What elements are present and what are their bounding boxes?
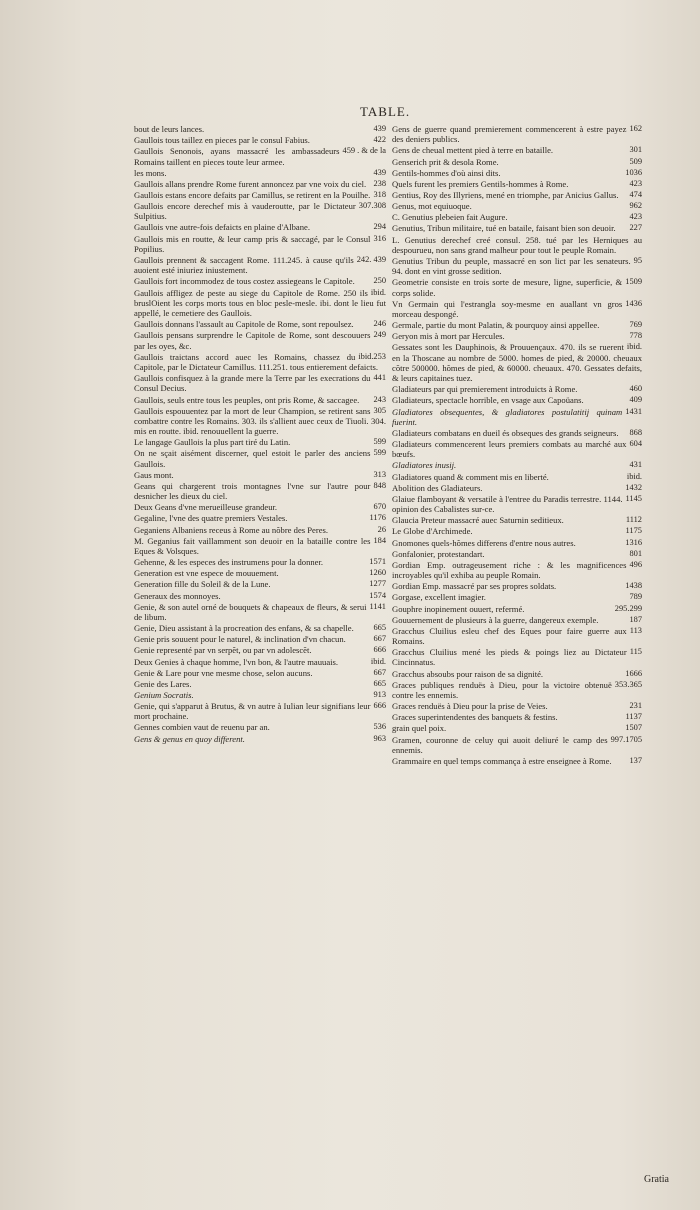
index-entry xyxy=(392,342,643,383)
index-entry-page: 238 xyxy=(373,178,386,188)
index-entry-text: Gens de cheual mettent pied à terre en bataille. xyxy=(392,145,554,156)
index-entry-text: Gracchus Cluilius mené les pieds & poings liez au Dictateur Cincinnatus. xyxy=(392,647,627,668)
index-entry-text: Gaullois affligez de peste au siege du Capitole de Rome. 250 ils bruslOient les corps morts tous en bloc pesle-mesle. ibi. dont le lieu fut appellé, le cemetiere des Gaullois. xyxy=(134,287,386,319)
index-entry-text: Gentius, Roy des Illyriens, mené en triomphe, par Anicius Gallus. xyxy=(392,189,619,200)
index-entry-page: 137 xyxy=(629,755,642,765)
index-entry xyxy=(134,330,387,351)
index-entry xyxy=(134,255,387,276)
index-entry-page: ibid. xyxy=(370,287,386,297)
index-entry-text: Gaullois allans prendre Rome furent annoncez par vne voix du ciel. xyxy=(134,178,367,189)
index-entry-text: Gaullois fort incommodez de tous costez assiegeans le Capitole. xyxy=(134,276,355,287)
index-entry-text: Gramen, couronne de celuy qui auoit deliuré le camp des ennemis. xyxy=(392,734,608,755)
index-entry-page: 801 xyxy=(629,548,642,558)
index-entry xyxy=(392,439,643,460)
index-entry-page: 249 xyxy=(373,330,386,340)
index-entry-page: 301 xyxy=(629,145,642,155)
index-entry-text: Genutius Tribun du peuple, massacré en son lict par les senateurs. 94. dont en vint grosse sedition. xyxy=(392,255,631,277)
index-entry xyxy=(134,222,387,232)
index-entry-page: 313 xyxy=(373,469,386,479)
index-entry xyxy=(392,581,643,591)
index-entry-page: 474 xyxy=(629,189,642,199)
index-entry-text: grain quel poix. xyxy=(392,723,447,734)
index-entry-text: Geganiens Albaniens receus à Rome au nõbre des Peres. xyxy=(134,524,329,535)
index-entry-page: 162 xyxy=(629,124,642,133)
index-entry xyxy=(392,538,643,548)
index-entry-page: 1260 xyxy=(369,568,386,578)
index-entry-text: Gaullois traictans accord auec les Romains, chassez du Capitole, par le Dictateur Camillus. 111.251. tous entierement defaicts. xyxy=(134,351,378,372)
index-entry-text: Gracchus Cluilius esleu chef des Eques pour faire guerre aux Romains. xyxy=(392,625,627,647)
index-entry-text: Gouphre inopinement ouuert, refermé. xyxy=(392,603,525,614)
index-entry-page: 670 xyxy=(373,502,386,512)
index-entry-text: Gordian Emp. outrageusement riche : & les magnificences incroyables qu'il exhiba au peuple Romain. xyxy=(392,559,627,581)
index-entry-text: L. Genutius derechef creé consul. 258. tué par les Herniques au despourueu, non sans grand malheur pour tout le peuple Romain. xyxy=(392,234,642,255)
index-entry xyxy=(134,502,387,512)
index-entry-text: Quels furent les premiers Gentils-hommes à Rome. xyxy=(392,178,569,189)
index-entry-text: Genie, & son autel orné de bouquets & chapeaux de fleurs, & serui de libum. xyxy=(134,601,367,622)
index-entry-text: Abolition des Gladiateurs. xyxy=(392,482,483,493)
index-entry-page: 496 xyxy=(629,559,642,569)
index-entry xyxy=(134,645,387,655)
index-entry-text: Gaullois vne autre-fois defaicts en plaine d'Albane. xyxy=(134,222,310,233)
index-entry xyxy=(134,179,387,189)
index-entry-page: 26 xyxy=(377,524,386,534)
index-entry xyxy=(392,320,643,330)
index-entry-text: Le Globe d'Archimede. xyxy=(392,526,473,537)
index-entry-text: Gracchus absoubs pour raison de sa dignité. xyxy=(392,668,544,679)
index-entry-text: Grammaire en quel temps commança à estre enseignee à Rome. xyxy=(392,755,612,766)
index-entry xyxy=(392,723,643,733)
index-entry-page: 1431 xyxy=(625,406,642,416)
index-entry-text: Genium Socratis. xyxy=(134,689,194,700)
index-entry xyxy=(392,201,643,211)
index-entry xyxy=(392,669,643,679)
index-entry-text: M. Geganius fait vaillamment son deuoir en la bataille contre les Eques & Volsques. xyxy=(134,535,371,557)
index-entry-text: Gaullois, seuls entre tous les peuples, ont pris Rome, & saccagee. xyxy=(134,394,360,405)
index-entry xyxy=(134,201,387,222)
index-entry xyxy=(392,549,643,559)
index-entry-page: 1137 xyxy=(625,712,642,722)
index-entry-page: 1509 xyxy=(625,277,642,287)
index-entry-page: 868 xyxy=(629,427,642,437)
index-entry-page: 422 xyxy=(373,135,386,145)
index-entry-text: Gehenne, & les especes des instrumens pour la donner. xyxy=(134,557,324,568)
index-entry xyxy=(392,604,643,614)
index-entry xyxy=(392,299,643,320)
index-entry-page: ibid.253 xyxy=(358,351,386,361)
index-entry-page: 423 xyxy=(629,178,642,188)
index-entry xyxy=(392,615,643,625)
index-entry-page: 243 xyxy=(373,394,386,404)
index-entry-page: 353.365 xyxy=(614,679,642,689)
index-entry-page: 246 xyxy=(373,319,386,329)
index-entry-text: Generation fille du Soleil & de la Lune. xyxy=(134,579,271,590)
index-entry xyxy=(134,679,387,689)
index-entry xyxy=(134,135,387,145)
index-entry-text: Gens de guerre quand premierement commencerent à estre payez des deniers publics. xyxy=(392,124,627,145)
index-entry-page: 778 xyxy=(629,331,642,341)
index-entry xyxy=(134,568,387,578)
index-entry xyxy=(134,437,387,447)
index-entry-text: On ne sçait aisément discerner, quel estoit le parler des anciens Gaullois. xyxy=(134,448,371,469)
index-entry-page: 459 . & de la xyxy=(342,146,386,156)
index-entry xyxy=(134,557,387,567)
index-entry-text: bout de leurs lances. xyxy=(134,124,205,134)
index-entry xyxy=(134,190,387,200)
index-entry-page: 509 xyxy=(629,156,642,166)
index-entry-page: 1436 xyxy=(625,298,642,308)
index-entry-text: Geometrie consiste en trois sorte de mesure, ligne, superficie, & corps solide. xyxy=(392,277,623,298)
index-entry xyxy=(134,513,387,523)
index-entry-page: 227 xyxy=(629,223,642,233)
index-entry xyxy=(134,722,387,732)
index-entry-page: 95 xyxy=(633,255,642,265)
index-entry-text: Graces publiques renduës à Dieu, pour la victoire obtenuë contre les ennemis. xyxy=(392,679,612,700)
index-entry xyxy=(392,256,643,277)
index-entry-text: Gnomones quels-hõmes differens d'entre nous autres. xyxy=(392,537,576,548)
index-entry xyxy=(134,668,387,678)
index-entry xyxy=(392,735,643,756)
index-entry-text: Gaullois confisquez à la grande mere la Terre par les execrations du Consul Decius. xyxy=(134,373,371,394)
index-entry xyxy=(134,634,387,644)
index-entry-text: Deux Genies à chaque homme, l'vn bon, & l'autre mauuais. xyxy=(134,656,339,667)
index-entry xyxy=(392,526,643,536)
index-entry-page: 1175 xyxy=(625,526,642,536)
index-entry-text: Graces renduës à Dieu pour la prise de Veies. xyxy=(392,701,548,712)
index-entry-text: Generaux des monnoyes. xyxy=(134,590,221,601)
index-entry-page: 1507 xyxy=(625,723,642,733)
index-entry-text: Genie & Lare pour vne mesme chose, selon aucuns. xyxy=(134,667,313,678)
index-entry xyxy=(134,146,387,167)
index-entry xyxy=(134,536,387,557)
catchword: Gratia xyxy=(644,1174,669,1185)
index-entry-page: 1141 xyxy=(369,601,386,611)
index-entry-text: Gaullois espouuentez par la mort de leur Champion, se retirent sans combattre contre les Romains. 303. ils s'allient auec ceux de Tiuoli. 304. mis en routte. ibid. renouuellent la guerre. xyxy=(134,405,386,437)
index-entry-text: Gens & genus en quoy different. xyxy=(134,733,245,744)
index-entry-page: 665 xyxy=(373,623,386,633)
index-entry xyxy=(134,579,387,589)
index-entry xyxy=(392,212,643,222)
index-entry xyxy=(392,756,643,766)
index-entry xyxy=(392,124,643,145)
index-entry-page: 666 xyxy=(373,645,386,655)
index-entry xyxy=(392,515,643,525)
index-entry-text: Gorgase, excellent imagier. xyxy=(392,592,486,603)
index-entry-text: Generation est vne espece de mouuement. xyxy=(134,568,279,579)
index-entry-text: Gentils-hommes d'où ainsi dits. xyxy=(392,167,501,178)
index-entry xyxy=(134,288,387,319)
index-entry-text: Graces superintendentes des banquets & festins. xyxy=(392,712,558,723)
index-entry-page: 1176 xyxy=(369,513,386,523)
index-entry xyxy=(392,712,643,722)
index-entry-text: Genus, mot equiuoque. xyxy=(392,201,472,212)
index-entry-text: C. Genutius plebeien fait Augure. xyxy=(392,212,508,223)
index-entry-page: 242. 439 xyxy=(356,255,386,265)
index-entry xyxy=(134,319,387,329)
index-entry xyxy=(134,657,387,667)
index-entry-page: 665 xyxy=(373,678,386,688)
index-entry xyxy=(134,734,387,744)
index-entry-text: Germale, partie du mont Palatin, & pourquoy ainsi appellee. xyxy=(392,320,600,331)
index-entry xyxy=(392,235,643,256)
index-entry-page: 409 xyxy=(629,395,642,405)
index-entry-page: ibid. xyxy=(370,656,386,666)
index-entry-text: Gaullois tous taillez en pieces par le consul Fabius. xyxy=(134,135,310,146)
index-entry-page: 789 xyxy=(629,592,642,602)
index-entry-text: Gordian Emp. massacré par ses propres soldats. xyxy=(392,581,557,592)
index-entry-text: Gladiatores inusij. xyxy=(392,460,457,471)
index-entry xyxy=(392,395,643,405)
index-entry xyxy=(392,560,643,581)
index-entry-page: 1145 xyxy=(625,493,642,503)
index-entry-page: ibid. xyxy=(626,342,642,352)
index-entry-page: 305 xyxy=(373,405,386,415)
index-column-right xyxy=(392,124,643,767)
index-entry-page: 295.299 xyxy=(614,603,642,613)
index-entry xyxy=(392,483,643,493)
index-entry-page: 439 xyxy=(373,124,386,133)
index-entry-page: 431 xyxy=(629,460,642,470)
index-entry xyxy=(134,234,387,255)
index-entry-page: 423 xyxy=(629,212,642,222)
index-entry-page: 294 xyxy=(373,222,386,232)
index-entry-page: 1432 xyxy=(625,482,642,492)
index-entry-page: 599 xyxy=(373,448,386,458)
index-entry-text: Gaullois donnans l'assault au Capitole de Rome, sont repoulsez. xyxy=(134,319,354,330)
index-entry-text: Geryon mis à mort par Hercules. xyxy=(392,331,505,342)
index-entry xyxy=(392,407,643,428)
index-entry-text: Gladiateurs, spectacle horrible, en vsage aux Capoüans. xyxy=(392,395,584,406)
index-entry-text: Genie, qui s'apparut à Brutus, & vn autre à Iulian leur signifians leur mort prochaine. xyxy=(134,701,371,722)
index-entry-page: 666 xyxy=(373,701,386,711)
index-entry-page: 115 xyxy=(629,647,642,657)
index-entry xyxy=(134,481,387,502)
index-entry xyxy=(392,472,643,482)
index-entry-page: ibid. xyxy=(626,471,642,481)
index-entry xyxy=(134,395,387,405)
index-entry-page: 439 xyxy=(373,167,386,177)
index-entry xyxy=(392,277,643,298)
index-entry-page: 1036 xyxy=(625,167,642,177)
index-entry-text: Gladiateurs combatans en dueil és obseques des grands seigneurs. xyxy=(392,427,619,438)
index-entry xyxy=(392,145,643,155)
index-entry-page: 1277 xyxy=(369,579,386,589)
index-entry xyxy=(134,701,387,722)
index-entry xyxy=(134,591,387,601)
index-entry xyxy=(392,494,643,515)
index-entry-text: Gaullois pensans surprendre le Capitole de Rome, sont descouuers par les oyes, &c. xyxy=(134,330,371,351)
index-entry-page: 667 xyxy=(373,634,386,644)
index-entry xyxy=(392,331,643,341)
index-entry-page: 667 xyxy=(373,667,386,677)
index-entry xyxy=(134,276,387,286)
index-entry-page: 1316 xyxy=(625,537,642,547)
index-entry xyxy=(134,168,387,178)
index-entry-text: Genie, Dieu assistant à la procreation des enfans, & sa chapelle. xyxy=(134,623,354,634)
index-entry-text: Genie representé par vn serpẽt, ou par vn adolescẽt. xyxy=(134,645,312,656)
index-entry xyxy=(134,352,387,373)
index-entry-page: 962 xyxy=(629,201,642,211)
index-entry-page: 599 xyxy=(373,437,386,447)
index-entry-page: 1571 xyxy=(369,557,386,567)
index-entry-page: 231 xyxy=(629,701,642,711)
index-entry-text: Gaullois prennent & saccagent Rome. 111.245. à cause qu'ils auoient esté iniuriez iniustement. xyxy=(134,255,354,276)
index-entry-text: Deux Geans d'vne merueilleuse grandeur. xyxy=(134,502,278,513)
index-entry-page: 1666 xyxy=(625,668,642,678)
index-entry-text: Gennes combien vaut de reuenu par an. xyxy=(134,722,270,733)
index-entry xyxy=(134,525,387,535)
index-entry-page: 1574 xyxy=(369,590,386,600)
index-column-left xyxy=(134,124,387,745)
index-entry-text: Gladiateurs commencerent leurs premiers combats au marché aux bœufs. xyxy=(392,439,627,460)
index-entry-page: 307.308 xyxy=(358,201,386,211)
index-entry-text: Gaus mont. xyxy=(134,469,174,480)
index-entry-text: Le langage Gaullois la plus part tiré du Latin. xyxy=(134,437,291,448)
index-entry-page: 604 xyxy=(629,439,642,449)
index-entry-text: Vn Germain qui l'estrangla soy-mesme en auallant vn gros morceau despongé. xyxy=(392,298,623,319)
index-entry-text: Glaiue flamboyant & versatile à l'entree du Paradis terrestre. 1144. opinion des Cabalistes sur-ce. xyxy=(392,493,623,515)
index-entry-page: 187 xyxy=(629,614,642,624)
index-entry-page: 441 xyxy=(373,373,386,383)
index-entry xyxy=(392,223,643,233)
index-entry-text: Genutius, Tribun militaire, tué en bataile, faisant bien son deuoir. xyxy=(392,223,616,234)
index-entry xyxy=(134,373,387,394)
index-entry xyxy=(392,384,643,394)
index-entry-page: 250 xyxy=(373,276,386,286)
index-entry-page: 1438 xyxy=(625,581,642,591)
index-entry-page: 316 xyxy=(373,233,386,243)
index-entry-page: 769 xyxy=(629,320,642,330)
index-entry xyxy=(392,157,643,167)
index-entry xyxy=(392,701,643,711)
index-entry-text: Glaucia Preteur massacré auec Saturnin seditieux. xyxy=(392,515,564,526)
index-entry xyxy=(134,406,387,437)
index-entry-text: Genie des Lares. xyxy=(134,678,192,689)
index-entry xyxy=(392,592,643,602)
index-entry-page: 460 xyxy=(629,384,642,394)
index-entry xyxy=(134,690,387,700)
index-entry-page: 536 xyxy=(373,722,386,732)
index-entry-page: 184 xyxy=(373,535,386,545)
index-entry xyxy=(392,460,643,470)
index-entry xyxy=(392,179,643,189)
index-entry-page: 913 xyxy=(373,689,386,699)
index-entry-text: Geans qui chargerent trois montagnes l'vne sur l'autre pour desnicher les dieux du ciel. xyxy=(134,480,371,502)
index-entry xyxy=(134,602,387,623)
index-entry xyxy=(134,124,387,134)
index-entry xyxy=(392,190,643,200)
index-entry-text: Gaullois estans encore defaits par Camillus, se retirent en la Pouilhe. xyxy=(134,189,371,200)
index-entry-page: 1112 xyxy=(625,515,642,525)
index-entry-page: 318 xyxy=(373,189,386,199)
index-entry-text: Gaullois Senonois, ayans massacré les ambassadeurs Romains taillent en pieces toute leur armee. xyxy=(134,146,340,167)
index-entry-text: Gladiatores obsequentes, & gladiatores postulatitij quinam fuerint. xyxy=(392,406,623,427)
index-entry-text: Genie pris souuent pour le naturel, & inclination d'vn chacun. xyxy=(134,634,346,645)
index-entry-text: les mons. xyxy=(134,167,167,178)
index-entry-page: 997.1705 xyxy=(610,734,642,744)
index-entry-text: Genserich prit & desola Rome. xyxy=(392,156,499,167)
index-entry xyxy=(134,448,387,469)
index-entry-text: Gladiatores quand & comment mis en liberté. xyxy=(392,471,549,482)
index-entry-text: Gaullois mis en routte, & leur camp pris & saccagé, par le Consul Popilius. xyxy=(134,233,371,254)
index-entry xyxy=(392,428,643,438)
index-entry xyxy=(392,647,643,668)
index-entry xyxy=(134,470,387,480)
index-entry xyxy=(134,623,387,633)
index-entry-text: Gladiateurs par qui premierement introduicts à Rome. xyxy=(392,384,578,395)
index-entry xyxy=(392,626,643,647)
index-entry-text: Gegaline, l'vne des quatre premiers Vestales. xyxy=(134,513,288,524)
index-entry-page: 963 xyxy=(373,733,386,743)
index-entry-text: Gessates sont les Dauphinois, & Prouuençaux. 470. ils se ruerent en la Thoscane au nombre de 5000. homes de pied, & 20000. cheuaux cõtre 500000. hõmes de pied, & 60000. cheuaux. 470. Gessates defaits, & leurs capitaines tuez. xyxy=(392,342,642,384)
index-entry-text: Gaullois encore derechef mis à vauderoutte, par le Dictateur Sulpitius. xyxy=(134,201,356,222)
index-entry-text: Gonfalonier, protestandart. xyxy=(392,548,485,559)
index-entry-page: 113 xyxy=(629,625,642,635)
index-entry xyxy=(392,680,643,701)
index-entry-page: 848 xyxy=(373,480,386,490)
index-entry xyxy=(392,168,643,178)
page-header: TABLE. xyxy=(360,104,411,119)
index-entry-text: Gouuernement de plusieurs à la guerre, dangereux exemple. xyxy=(392,614,599,625)
